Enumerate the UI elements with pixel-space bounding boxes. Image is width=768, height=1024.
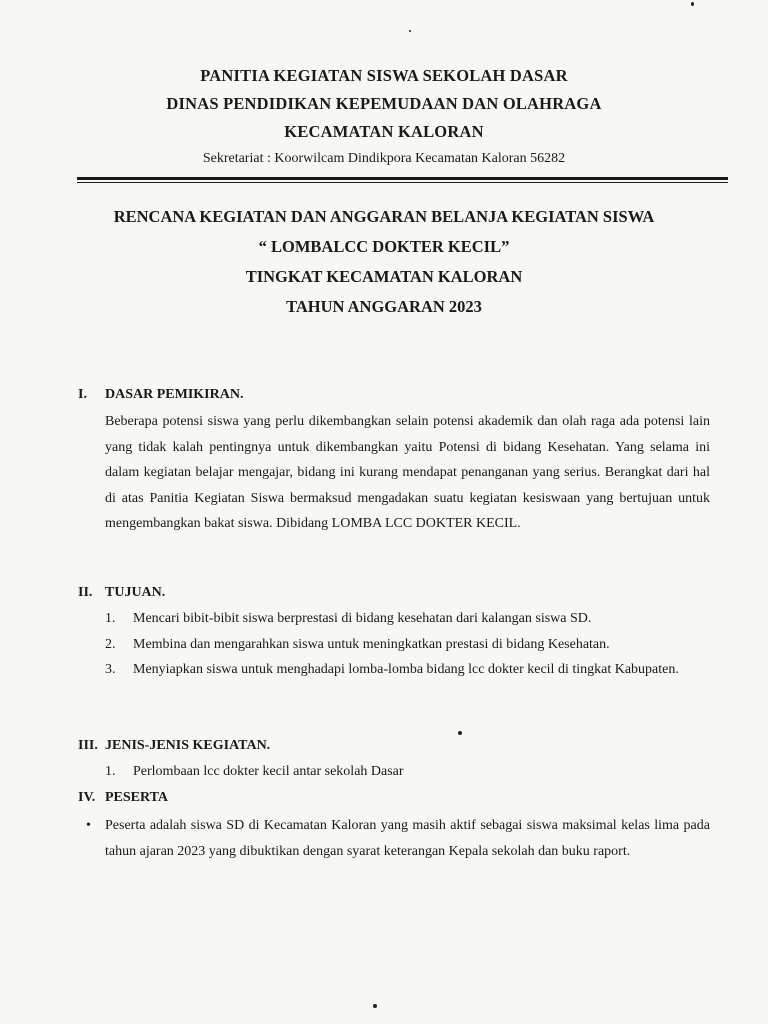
list-item-number: 3. bbox=[105, 662, 116, 677]
section-heading bbox=[78, 788, 710, 808]
section-heading bbox=[78, 583, 710, 603]
section-title: JENIS-JENIS KEGIATAN. bbox=[105, 738, 271, 753]
tujuan-list bbox=[105, 606, 710, 683]
list-item-text: Menyiapkan siswa untuk menghadapi lomba-lomba bidang lcc dokter kecil di tingkat Kabupaten. bbox=[133, 662, 679, 677]
list-item-number: 2. bbox=[105, 636, 116, 652]
section-paragraph: Beberapa potensi siswa yang perlu dikembangkan selain potensi akademik dan olah raga ada potensi lain yang tidak kalah pentingnya untuk dikembangkan yaitu Potensi di bidang Kesehatan. Yang selama ini dalam kegiatan belajar mengajar, bidang ini kurang mendapat penanganan yang serius. Berangkat dari hal di atas Panitia Kegiatan Siswa bermaksud mengadakan suatu kegiatan kesiswaan yang bertujuan untuk mengembangkan bakat siswa. Dibidang LOMBA LCC DOKTER KECIL. bbox=[105, 414, 710, 531]
list-item bbox=[105, 759, 710, 785]
letterhead-line-2: DINAS PENDIDIKAN KEPEMUDAAN DAN OLAHRAGA bbox=[166, 94, 602, 113]
document-title bbox=[0, 202, 768, 322]
title-line-4: TAHUN ANGGARAN 2023 bbox=[286, 297, 482, 316]
section-jenis-kegiatan bbox=[78, 736, 710, 785]
bullet-icon: • bbox=[86, 818, 91, 833]
list-item-text: Peserta adalah siswa SD di Kecamatan Kaloran yang masih aktif sebagai siswa maksimal kelas lima pada tahun ajaran 2023 yang dibuktikan dengan syarat keterangan Kepala sekolah dan buku raport. bbox=[105, 818, 710, 859]
section-dasar-pemikiran bbox=[78, 385, 710, 537]
jenis-kegiatan-list bbox=[105, 759, 710, 785]
list-item-text: Perlombaan lcc dokter kecil antar sekolah Dasar bbox=[133, 764, 404, 779]
title-line-1: RENCANA KEGIATAN DAN ANGGARAN BELANJA KEGIATAN SISWA bbox=[113, 207, 655, 226]
section-number: IV. bbox=[78, 790, 96, 805]
section-peserta bbox=[78, 788, 710, 864]
scan-speck bbox=[409, 30, 411, 32]
list-item-text: Mencari bibit-bibit siswa berprestasi di bidang kesehatan dari kalangan siswa SD. bbox=[133, 611, 592, 626]
section-number: III. bbox=[78, 738, 98, 753]
section-tujuan bbox=[78, 583, 710, 683]
peserta-list bbox=[86, 813, 710, 864]
list-item bbox=[105, 657, 710, 683]
section-heading bbox=[78, 385, 710, 405]
section-title: TUJUAN. bbox=[105, 585, 166, 600]
section-heading bbox=[78, 736, 710, 756]
section-number: I. bbox=[78, 387, 87, 402]
list-item bbox=[86, 813, 710, 864]
letterhead-line-1: PANITIA KEGIATAN SISWA SEKOLAH DASAR bbox=[200, 66, 568, 85]
scan-speck bbox=[691, 2, 694, 6]
letterhead-divider-thick bbox=[77, 177, 728, 180]
letterhead-divider-thin bbox=[77, 182, 728, 183]
scan-speck bbox=[373, 1004, 377, 1008]
list-item bbox=[105, 606, 710, 632]
list-item-number: 1. bbox=[105, 611, 116, 626]
letterhead-line-3: KECAMATAN KALORAN bbox=[284, 122, 484, 141]
section-title: PESERTA bbox=[105, 790, 169, 805]
title-line-3: TINGKAT KECAMATAN KALORAN bbox=[245, 267, 523, 286]
list-item-text: Membina dan mengarahkan siswa untuk meningkatkan prestasi di bidang Kesehatan. bbox=[133, 636, 610, 652]
section-title: DASAR PEMIKIRAN. bbox=[105, 387, 244, 402]
letterhead bbox=[0, 62, 768, 170]
scan-speck bbox=[458, 731, 462, 735]
section-number: II. bbox=[78, 585, 93, 600]
list-item-number: 1. bbox=[105, 764, 116, 779]
list-item bbox=[105, 632, 710, 658]
letterhead-secretariat: Sekretariat : Koorwilcam Dindikpora Kecamatan Kaloran 56282 bbox=[202, 151, 566, 166]
title-line-2: “ LOMBALCC DOKTER KECIL” bbox=[258, 237, 510, 256]
